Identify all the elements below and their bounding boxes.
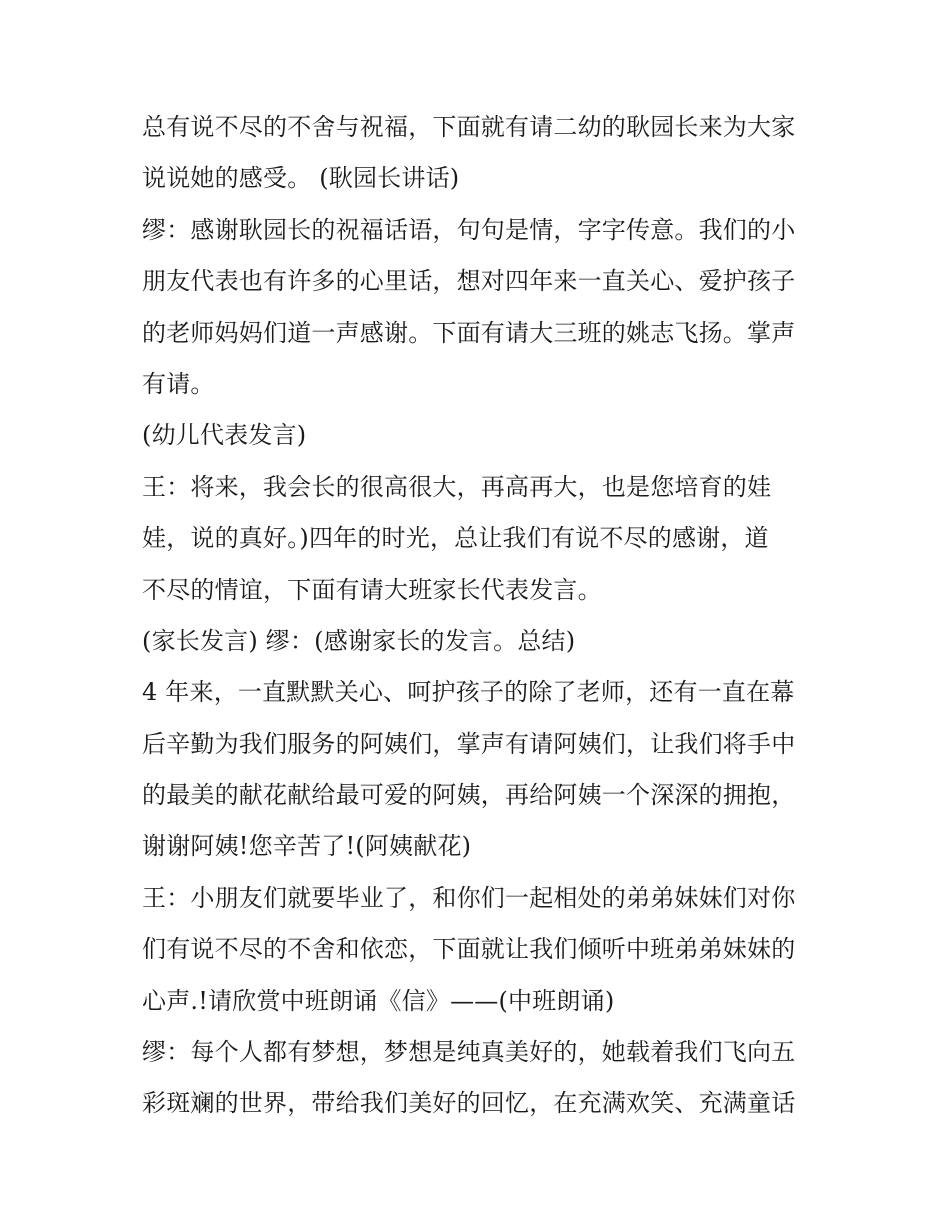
text-line: (家长发言) 缪：(感谢家长的发言。总结)	[142, 626, 576, 655]
text-line: 缪：每个人都有梦想，梦想是纯真美好的，她载着我们飞向五	[142, 1038, 796, 1067]
text-line: 谢谢阿姨!您辛苦了!(阿姨献花)	[142, 832, 472, 861]
text-line: 的最美的献花献给最可爱的阿姨，再给阿姨一个深深的拥抱，	[142, 781, 796, 810]
text-line: 王：将来，我会长的很高很大，再高再大，也是您培育的娃	[142, 472, 772, 501]
text-line: 总有说不尽的不舍与祝福，下面就有请二幼的耿园长来为大家	[142, 113, 796, 141]
text-line: 王：小朋友们就要毕业了，和你们一起相处的弟弟妹妹们对你	[142, 883, 796, 912]
text-line: 后辛勤为我们服务的阿姨们，掌声有请阿姨们，让我们将手中	[142, 729, 796, 758]
text-line: 们有说不尽的不舍和依恋，下面就让我们倾听中班弟弟妹妹的	[142, 935, 796, 964]
text-line: 的老师妈妈们道一声感谢。下面有请大三班的姚志飞扬。掌声	[142, 318, 796, 347]
text-line: 娃，说的真好。)四年的时光，总让我们有说不尽的感谢，道	[142, 524, 769, 553]
text-line: 彩斑斓的世界，带给我们美好的回忆，在充满欢笑、充满童话	[142, 1089, 796, 1118]
text-line: 4 年来，一直默默关心、呵护孩子的除了老师，还有一直在幕	[142, 678, 795, 707]
document-body	[142, 102, 822, 1130]
text-line: 心声.!请欣赏中班朗诵《信》——(中班朗诵)	[142, 986, 615, 1015]
text-line: 有请。	[142, 369, 215, 398]
text-line: 说说她的感受。 (耿园长讲话)	[142, 164, 460, 193]
text-line: 不尽的情谊，下面有请大班家长代表发言。	[142, 575, 602, 604]
text-line: 缪：感谢耿园长的祝福话语，句句是情，字字传意。我们的小	[142, 215, 796, 244]
text-line: 朋友代表也有许多的心里话，想对四年来一直关心、爱护孩子	[142, 267, 796, 296]
text-line: (幼儿代表发言)	[142, 421, 307, 450]
